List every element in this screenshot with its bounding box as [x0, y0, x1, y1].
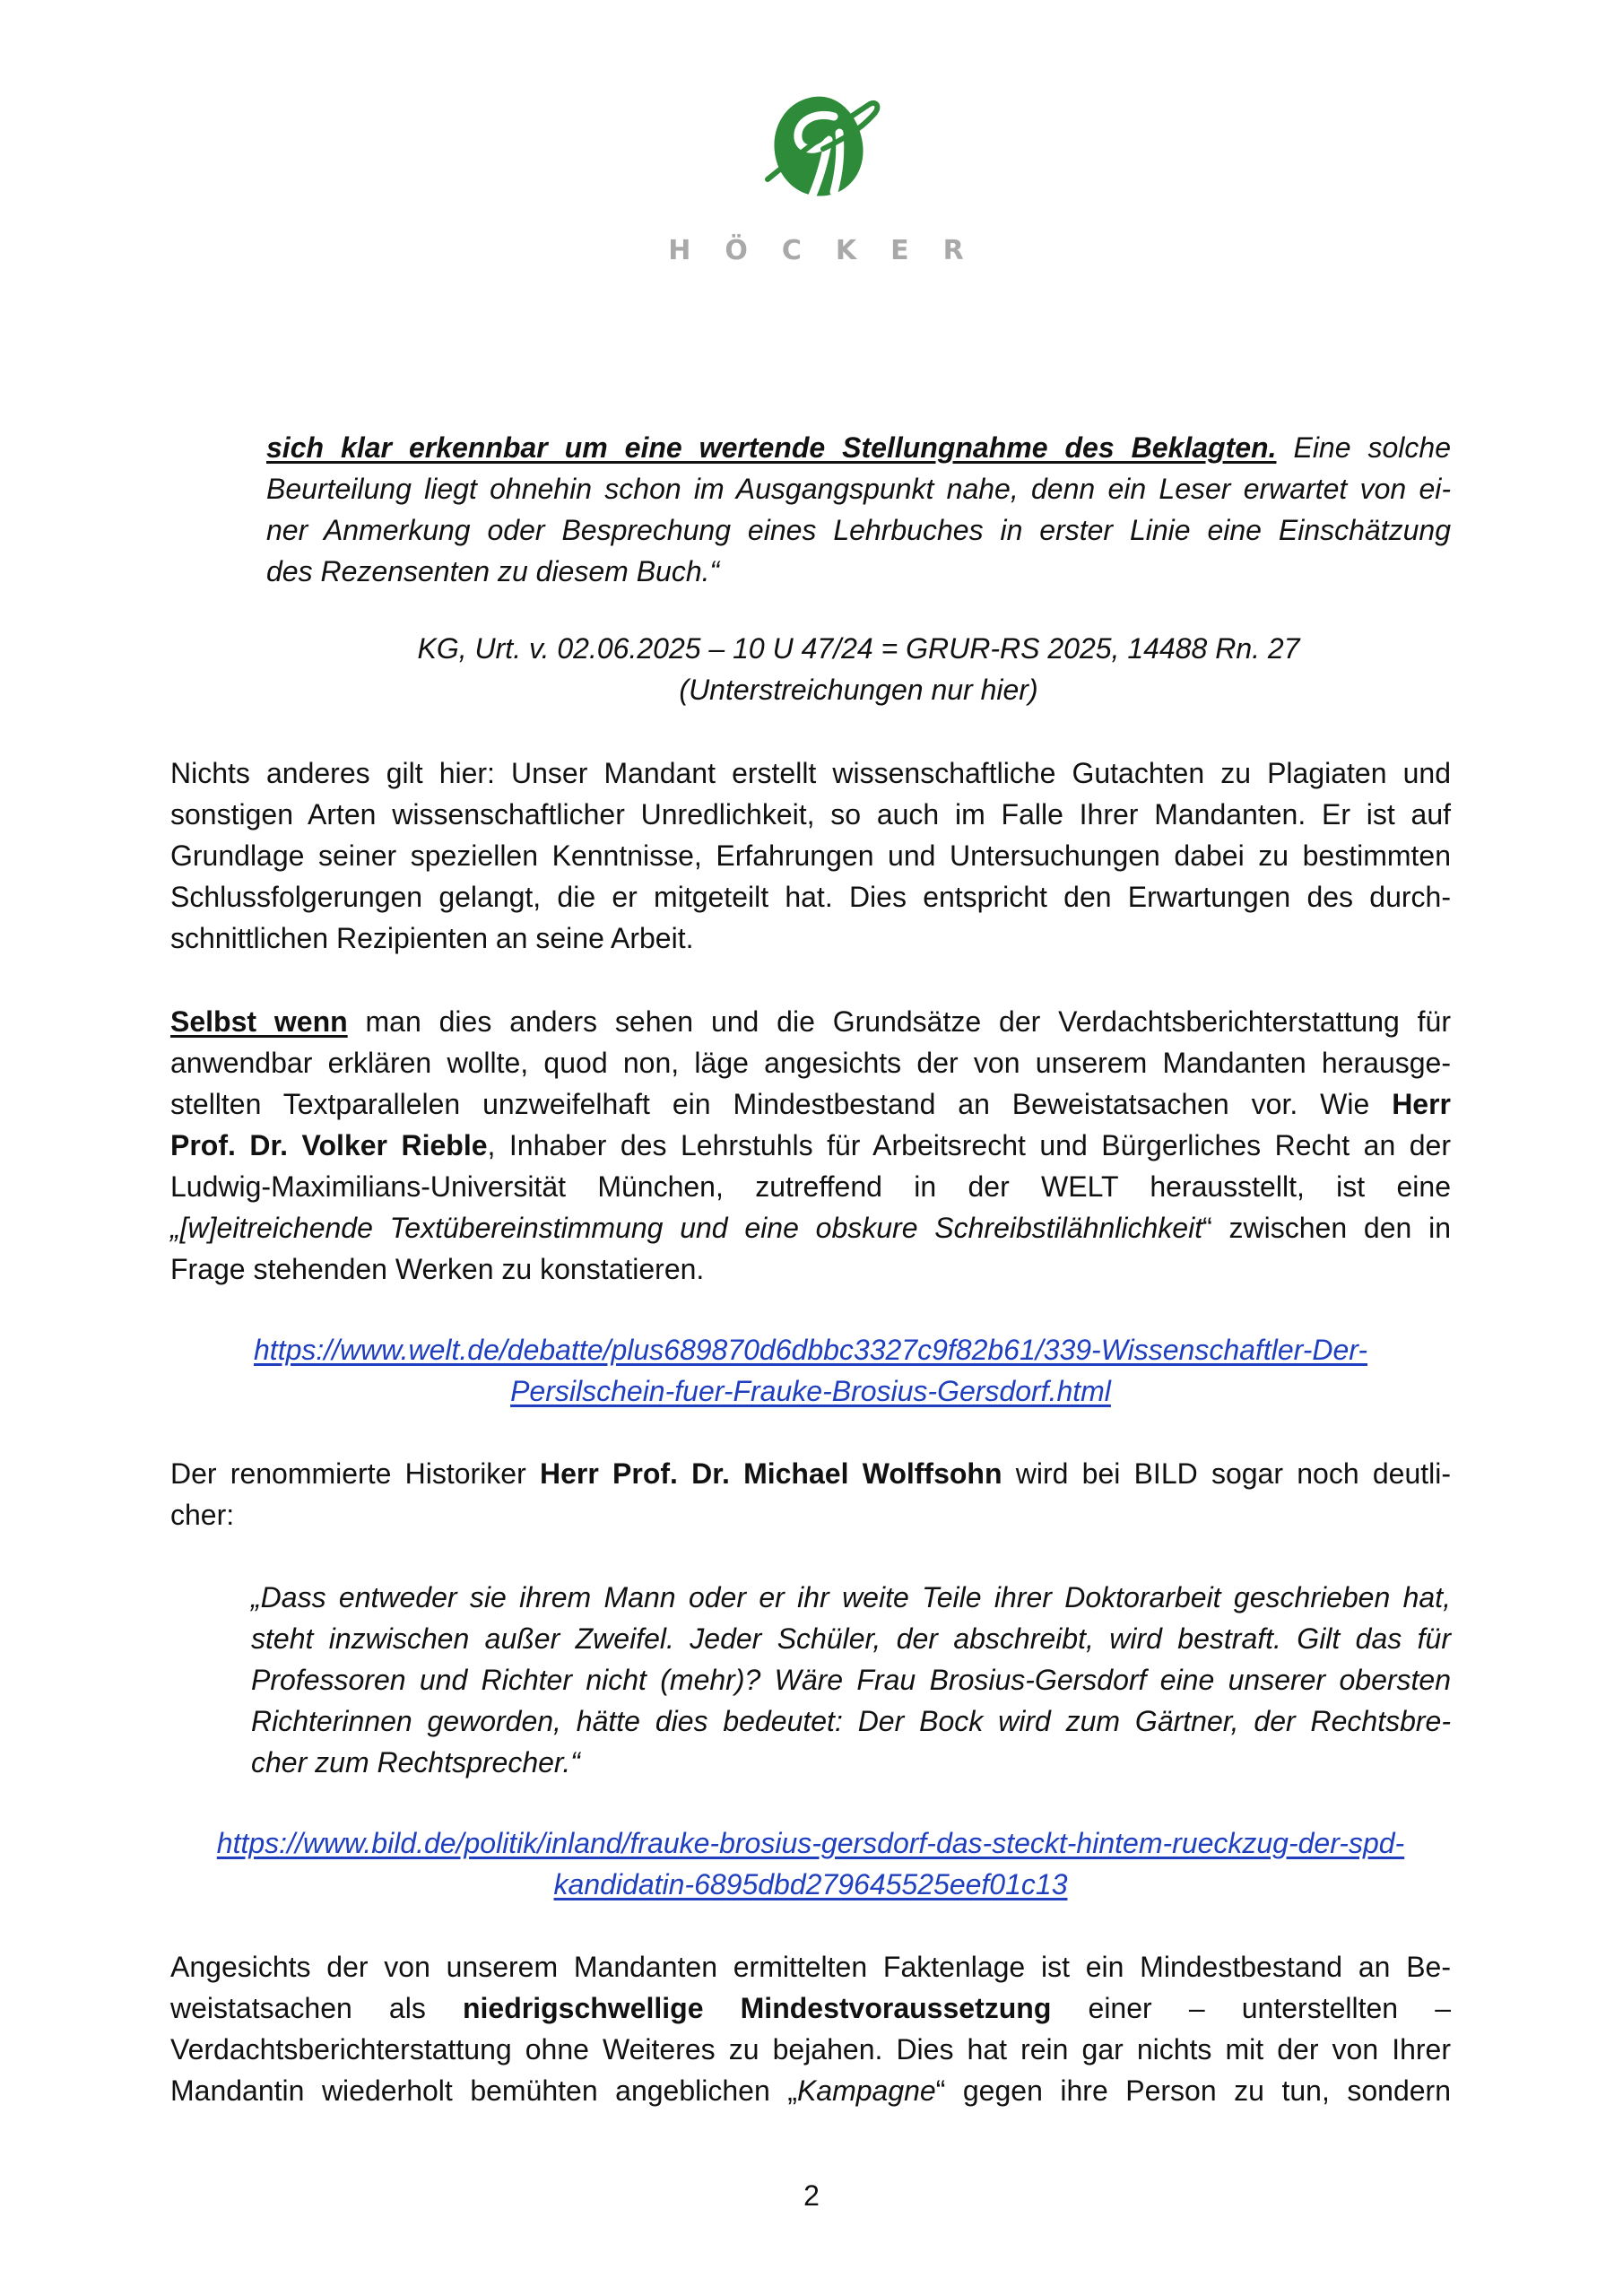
welt-link-line-2[interactable]: Persilschein-fuer-Frauke-Brosius-Gersdorf.html — [510, 1375, 1111, 1407]
hoecker-logo-icon — [751, 81, 886, 215]
quote1-line-1: sich klar erkennbar um eine wertende Stellungnahme des Beklagten. Eine solche — [266, 431, 1452, 464]
para2-line-4: Prof. Dr. Volker Rieble, Inhaber des Lehrstuhls für Arbeitsrecht und Bürgerliches Recht an der — [170, 1129, 1452, 1161]
para2-line-7: Frage stehenden Werken zu konstatieren. — [170, 1253, 705, 1285]
quote2-line-4: Richterinnen geworden, hätte dies bedeutet: Der Bock wird zum Gärtner, der Rechtsbre- — [251, 1705, 1451, 1737]
para2-line-1: Selbst wenn man dies anders sehen und die Grundsätze der Verdachtsberichterstattung für — [170, 1005, 1452, 1038]
citation — [266, 628, 1451, 710]
quote2-line-3: Professoren und Richter nicht (mehr)? Wäre Frau Brosius-Gersdorf eine unserer obersten — [251, 1664, 1451, 1696]
paragraph-3 — [170, 1453, 1451, 1535]
quote1-line-2: Beurteilung liegt ohnehin schon im Ausgangspunkt nahe, denn ein Leser erwartet von ei- — [266, 473, 1451, 505]
bild-link-line-1[interactable]: https://www.bild.de/politik/inland/frauke-brosius-gersdorf-das-steckt-hintem-rueckzug-der-spd- — [216, 1827, 1405, 1859]
brand-name: HÖCKER — [668, 235, 998, 266]
para2-line-6: „[w]eitreichende Textübereinstimmung und eine obskure Schreibstilähnlichkeit“ zwischen den in — [170, 1212, 1451, 1244]
paragraph-1 — [170, 752, 1451, 959]
welt-link-line-1[interactable]: https://www.welt.de/debatte/plus689870d6dbbc3327c9f82b61/339-Wissenschaftler-Der- — [254, 1334, 1367, 1366]
bild-link-line-2[interactable]: kandidatin-6895dbd279645525eef01c13 — [553, 1868, 1068, 1900]
quote1-line-3: ner Anmerkung oder Besprechung eines Lehrbuches in erster Linie eine Einschätzung — [266, 514, 1451, 546]
para4-line-2: weistatsachen als niedrigschwellige Mindestvoraussetzung einer – unterstellten – — [170, 1992, 1452, 2024]
para2-line-3: stellten Textparallelen unzweifelhaft ein Mindestbestand an Beweistatsachen vor. Wie Herr — [170, 1088, 1451, 1120]
quote1-line-4: des Rezensenten zu diesem Buch.“ — [266, 555, 720, 587]
para1-line-2: sonstigen Arten wissenschaftlicher Unredlichkeit, so auch im Falle Ihrer Mandanten. Er ist auf — [170, 798, 1451, 831]
bild-link[interactable] — [170, 1822, 1451, 1905]
para2-line-2: anwendbar erklären wollte, quod non, läge angesichts der von unserem Mandanten herausge- — [170, 1047, 1451, 1079]
para1-line-4: Schlussfolgerungen gelangt, die er mitgeteilt hat. Dies entspricht den Erwartungen des durch- — [170, 881, 1451, 913]
quote2-line-5: cher zum Rechtsprecher.“ — [251, 1746, 580, 1779]
para1-line-3: Grundlage seiner speziellen Kenntnisse, Erfahrungen und Untersuchungen dabei zu bestimmten — [170, 839, 1451, 872]
quote2-line-1: „Dass entweder sie ihrem Mann oder er ihr weite Teile ihrer Doktorarbeit geschrieben hat, — [251, 1581, 1451, 1613]
page-number: 2 — [803, 2179, 820, 2212]
para3-line-2: cher: — [170, 1499, 235, 1531]
para4-line-4: Mandantin wiederholt bemühten angeblichen „Kampagne“ gegen ihre Person zu tun, sondern — [170, 2074, 1452, 2107]
citation-line-2: (Unterstreichungen nur hier) — [679, 674, 1038, 706]
quote-block-1 — [266, 427, 1451, 592]
quote2-line-2: steht inzwischen außer Zweifel. Jeder Schüler, der abschreibt, wird bestraft. Gilt das für — [251, 1622, 1451, 1655]
para2-line-5: Ludwig-Maximilians-Universität München, zutreffend in der WELT herausstellt, ist eine — [170, 1170, 1451, 1203]
para1-line-5: schnittlichen Rezipienten an seine Arbeit. — [170, 922, 694, 954]
para4-line-3: Verdachtsberichterstattung ohne Weiteres zu bejahen. Dies hat rein gar nichts mit der von Ihrer — [170, 2033, 1451, 2066]
welt-link[interactable] — [170, 1329, 1451, 1412]
para4-line-1: Angesichts der von unserem Mandanten ermittelten Faktenlage ist ein Mindestbestand an Be- — [170, 1951, 1451, 1983]
para3-line-1: Der renommierte Historiker Herr Prof. Dr. Michael Wolffsohn wird bei BILD sogar noch deutli- — [170, 1457, 1452, 1490]
citation-line-1: KG, Urt. v. 02.06.2025 – 10 U 47/24 = GRUR-RS 2025, 14488 Rn. 27 — [417, 632, 1300, 665]
paragraph-4 — [170, 1946, 1451, 2111]
para1-line-1: Nichts anderes gilt hier: Unser Mandant erstellt wissenschaftliche Gutachten zu Plagiaten und — [170, 757, 1451, 789]
quote-block-2 — [251, 1577, 1451, 1783]
paragraph-2 — [170, 1001, 1451, 1290]
